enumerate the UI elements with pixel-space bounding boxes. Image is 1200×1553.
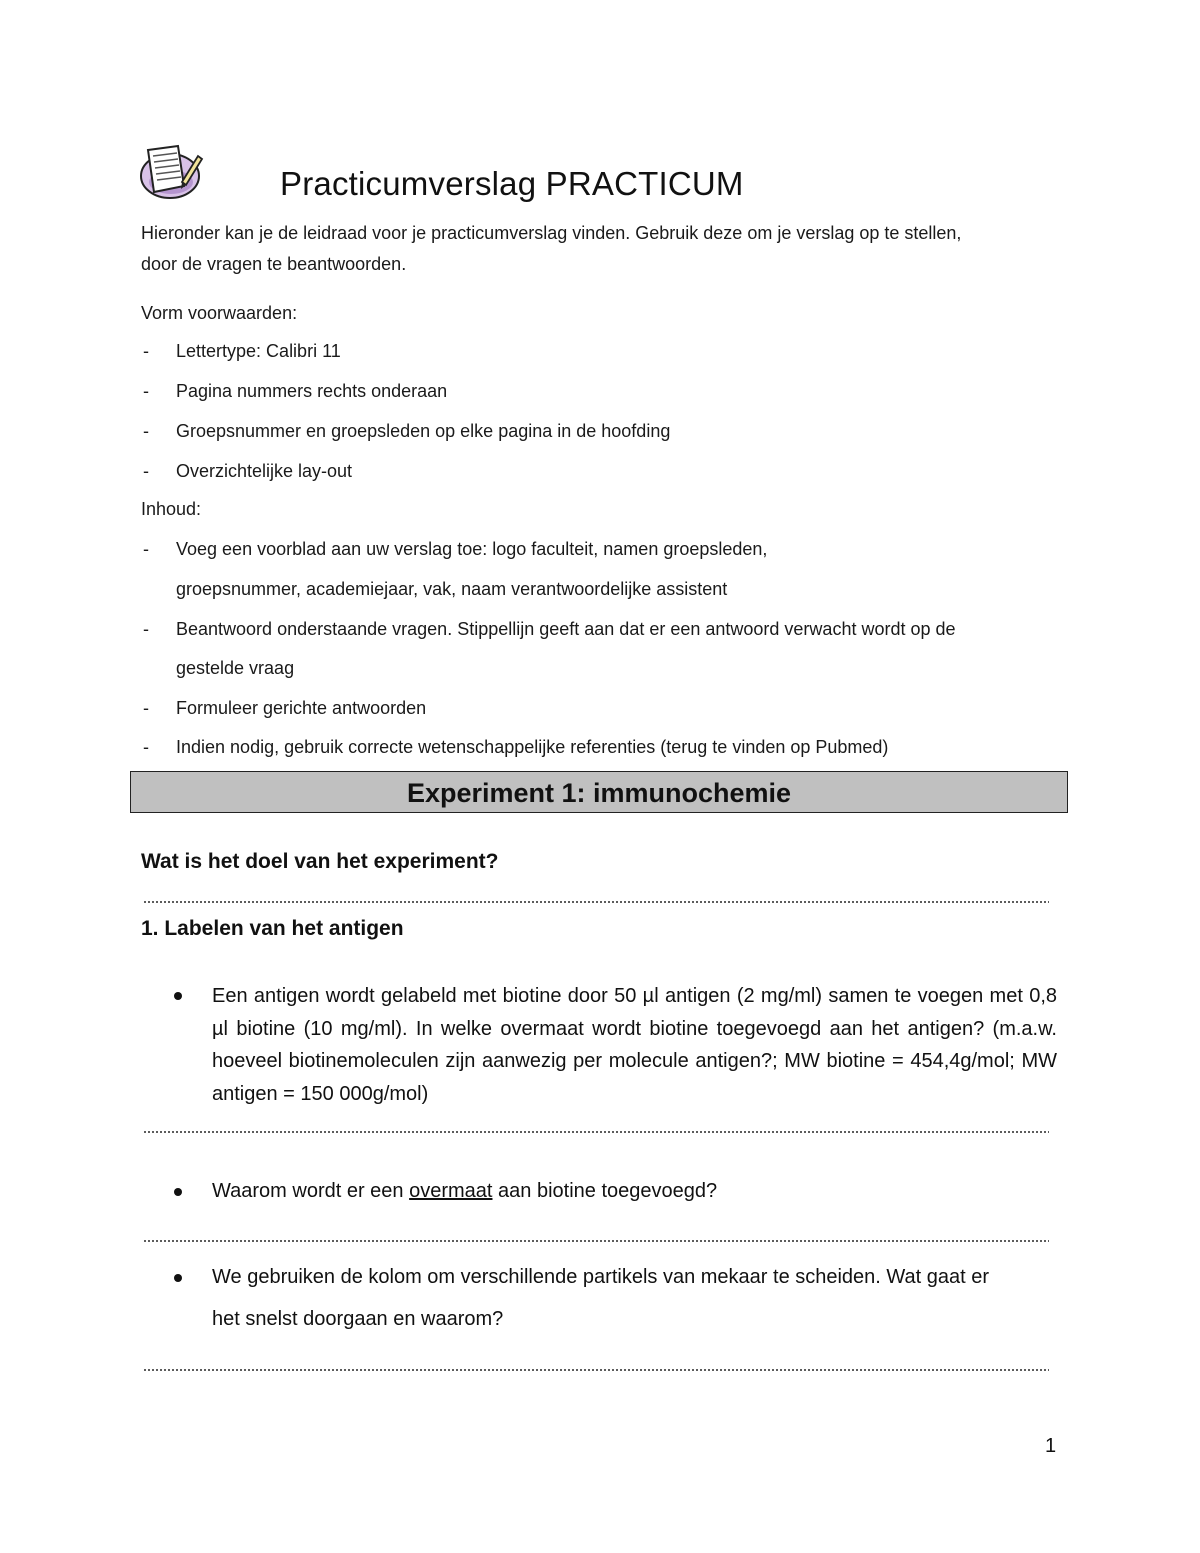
question-2-underlined: overmaat: [409, 1180, 493, 1202]
section-1-title: 1. Labelen van het antigen: [141, 917, 404, 940]
list-item: Groepsnummer en groepsleden op elke pagina in de hoofding: [176, 421, 671, 441]
bullet-icon: [174, 1274, 182, 1282]
question-2-after: aan biotine toegevoegd?: [492, 1180, 718, 1202]
list-dash: -: [143, 698, 149, 718]
list-item: Beantwoord onderstaande vragen. Stippellijn geeft aan dat er een antwoord verwacht wordt op de: [176, 619, 956, 639]
list-dash: -: [143, 461, 149, 481]
experiment-title-box: Experiment 1: immunochemie: [130, 771, 1068, 813]
list-dash: -: [143, 619, 149, 639]
bullet-icon: [174, 992, 182, 1000]
question-3-line-2: het snelst doorgaan en waarom?: [212, 1308, 504, 1330]
list-dash: -: [143, 421, 149, 441]
answer-dotted-line: [143, 1131, 1049, 1133]
list-dash: -: [143, 341, 149, 361]
list-item: Voeg een voorblad aan uw verslag toe: logo faculteit, namen groepsleden,: [176, 539, 768, 559]
list-dash: -: [143, 539, 149, 559]
intro-line-2: door de vragen te beantwoorden.: [141, 254, 407, 274]
doel-question: Wat is het doel van het experiment?: [141, 850, 499, 873]
answer-dotted-line: [143, 1240, 1049, 1242]
list-item-continuation: groepsnummer, academiejaar, vak, naam verantwoordelijke assistent: [176, 579, 728, 599]
list-dash: -: [143, 737, 149, 757]
list-item-continuation: gestelde vraag: [176, 658, 295, 678]
intro-line-1: Hieronder kan je de leidraad voor je practicumverslag vinden. Gebruik deze om je verslag op te stellen,: [141, 223, 962, 243]
list-item: Lettertype: Calibri 11: [176, 341, 341, 361]
list-item: Pagina nummers rechts onderaan: [176, 381, 448, 401]
list-item: Formuleer gerichte antwoorden: [176, 698, 427, 718]
answer-dotted-line: [143, 901, 1049, 903]
question-1: Een antigen wordt gelabeld met biotine door 50 µl antigen (2 mg/ml) samen te voegen met 0,8 µl biotine (10 mg/ml). In welke overmaat wordt biotine toegevoegd aan het antigen? (m.a.w. hoeveel biotinemoleculen zijn aanwezig per molecule antigen?; MW biotine = 454,4g/mol; MW antigen = 150 000g/mol): [212, 985, 1057, 1105]
answer-dotted-line: [143, 1369, 1049, 1371]
list-item: Overzichtelijke lay-out: [176, 461, 353, 481]
question-2: [212, 1180, 1057, 1203]
inhoud-heading: Inhoud:: [141, 499, 202, 519]
list-dash: -: [143, 381, 149, 401]
question-3-line-1: We gebruiken de kolom om verschillende partikels van mekaar te scheiden. Wat gaat er: [212, 1266, 990, 1288]
page-title: Practicumverslag PRACTICUM: [280, 165, 744, 202]
question-2-before: Waarom wordt er een: [212, 1180, 410, 1202]
bullet-icon: [174, 1188, 182, 1196]
list-item: Indien nodig, gebruik correcte wetenschappelijke referenties (terug te vinden op Pubmed): [176, 737, 889, 757]
notepad-icon: [138, 142, 204, 202]
page-number: 1: [1045, 1435, 1057, 1457]
vorm-heading: Vorm voorwaarden:: [141, 303, 298, 323]
